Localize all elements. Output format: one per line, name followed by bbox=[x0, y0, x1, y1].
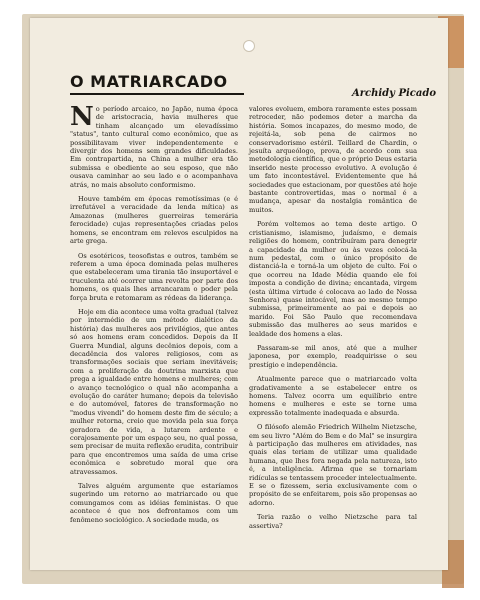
title-rule bbox=[70, 93, 244, 95]
paragraph: Houve também em épocas remotíssimas (e é irrefutável a veracidade da lenda mítica) as Amazonas (mulheres guerreiras temerária ferocidade) cujas representações criadas pelos homens, se encontram em relevos esculpidos na arte grega. bbox=[70, 195, 238, 246]
left-column bbox=[70, 102, 238, 530]
paragraph: Hoje em dia acontece uma volta gradual (talvez por intermédio de um método dialético da história) das mulheres aos privilégios, que antes só aos homens eram concedidos. Depois da II Guerra Mundial, alguns decênios depois, com a decadência dos valores religiosos, com as transformações sociais que seriam inevitáveis; com a proliferação da doutrina marxista que prega a igualdade entre homens e mulheres; com o avanço tecnológico o qual não acompanha a evolução do caráter humano; depois da televisão e do automóvel, fatores de transformação no "modus vivendi" do homem deste fim de século; a mulher retorna, creio que movida pela sua força geradora de vida, a lutarem ardente e corajosamente por um espaço seu, no qual possa, sem precisar de muita reflexão erudita, contribuir para que encontremos uma saída de uma crise econômica e sobretudo moral que ora atravessamos. bbox=[70, 307, 238, 476]
paragraph: O filósofo alemão Friedrich Wilhelm Nietzsche, em seu livro "Além do Bem e do Mal" se insurgira à participação das mulheres em atividades, nas quais elas teriam de utilizar uma qualidade humana, que lhes fora negada pela natureza, isto é, a inteligência. Afirma que se tornariam ridículas se tentassem proceder intelectualmente. E se o fizessem, seria exclusivamente com o propósito de se enfeitarem, pois são propensas ao adorno. bbox=[249, 423, 417, 507]
paragraph: No período arcaico, no Japão, numa época de aristocracia, havia mulheres que tinham alcançado um elevadíssimo "status", tanto cultural como econômico, que as possibilitavam viver independentemente e divergir dos homens sem grandes dificuldades. Em contrapartida, na China a mulher era tão submissa e obediente ao seu esposo, que não ousava caminhar ao seu lado e o acompanhava atrás, no mais absoluto conformismo. bbox=[70, 102, 238, 189]
punch-hole bbox=[243, 40, 255, 52]
paragraph: Porém voltemos ao tema deste artigo. O cristianismo, islamismo, judaísmo, e demais religiões do homem, contribuíram para denegrir a capacidade da mulher ou às vezes colocá-la num pedestal, com o único propósito de distanciá-la e torná-la um objeto de culto. Foi o que ocorreu na Idade Média quando ele foi imposta a condição de divina; encantada, virgem (esta última virtude é colocava ao lado de Nossa Senhora) quase intocável, mas ao mesmo tempo submissa, primeiramente ao pai e depois ao marido. Foi São Paulo que recomendava submissão das mulheres ao seus maridos e lealdade dos homens a elas. bbox=[249, 220, 417, 338]
paragraph: Teria razão o velho Nietzsche para tal assertiva? bbox=[249, 513, 417, 530]
paragraph: Passaram-se mil anos, até que a mulher japonesa, por exemplo, readquirisse o seu prestígio e independência. bbox=[249, 343, 417, 369]
paragraph: valores evoluem, embora raramente estes possam retroceder, não podemos deter a marcha da história. Somos incapazes, do mesmo modo, de rejeitá-la, sob pena de cairmos no conservadorismo estéril. Teillard de Chardin, o jesuíta arqueólogo, prova, de acordo com sua metodologia científica, que o próprio Deus estaria inserido neste processo evolutivo. A evolução é um fato incontestável. Evidentemente que há sociedades que estacionam, por questões até hoje bastante controvertidas, mas o normal é a mudança, apesar da nostalgia romântica de muitos. bbox=[249, 105, 417, 214]
paragraph: Talves alguém argumente que estaríamos sugerindo um retorno ao matriarcado ou que comungamos com as idéias feministas. O que acontece é que nos defrontamos com um fenômeno sociológico. A sociedade muda, os bbox=[70, 482, 238, 524]
right-column bbox=[249, 105, 417, 536]
article-title: O MATRIARCADO bbox=[70, 72, 228, 91]
drop-cap: N bbox=[70, 102, 94, 132]
article-author: Archidy Picado bbox=[352, 88, 437, 99]
paragraph: Atualmente parece que o matriarcado volta gradativamente a se estabelecer entre os homens. Talvez ocorra um equilíbrio entre homens e mulheres e este se torne uma expressão totalmente inadequada e absurda. bbox=[249, 375, 417, 417]
paragraph: Os esotéricos, teosofistas e outros, também se referem a uma época dominada pelas mulheres que estabeleceram uma tirania tão insuportável e truculenta até ocorrer uma revolta por parte dos homens, os quais lhes arrancaram o poder pela força bruta e retomaram as rédeas da liderança. bbox=[70, 251, 238, 302]
